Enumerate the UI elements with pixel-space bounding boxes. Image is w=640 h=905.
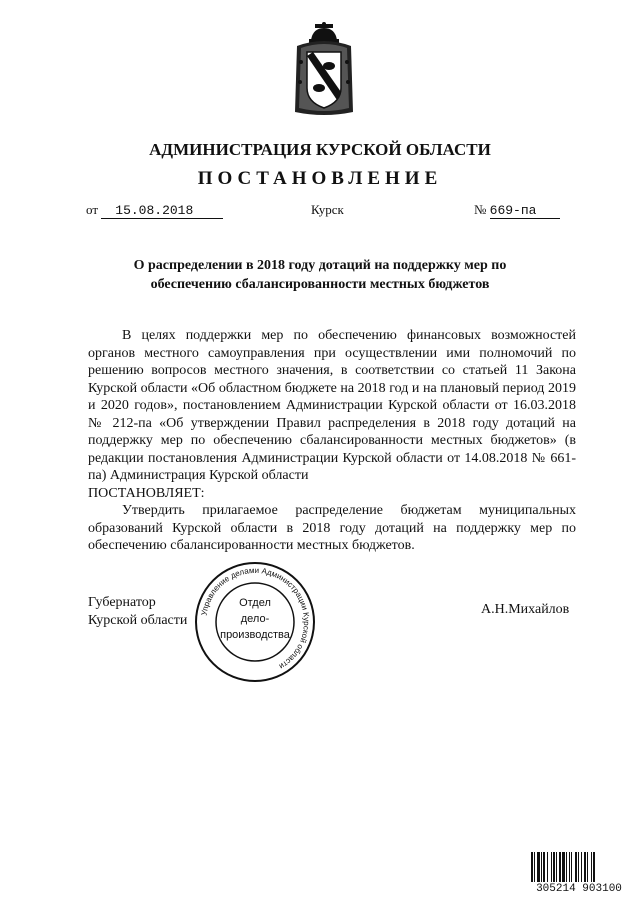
number-value: 669-па [490,203,561,219]
document-type: ПОСТАНОВЛЕНИЕ [197,168,443,189]
document-number [474,202,560,218]
organization-name: АДМИНИСТРАЦИЯ КУРСКОЙ ОБЛАСТИ [149,140,491,159]
svg-text:Отдел: Отдел [239,597,271,609]
barcode-bar [531,852,533,882]
barcode-bar [566,852,567,882]
barcode-number: 305214 903100 [530,882,628,896]
barcode-bar [571,852,572,882]
number-prefix: № [474,202,487,217]
body-paragraph: Утвердить прилагаемое распределение бюджетам муниципальных образований Курской области в 2018 году дотаций на поддержку мер по обеспечению сбалансированности местных бюджетов. [88,503,576,553]
barcode-bar [569,852,570,882]
signatory-title [88,594,187,629]
stamp-seal-icon [193,560,317,684]
coat-of-arms-icon [291,22,357,118]
date-prefix: от [86,202,99,217]
title-line: О распределении в 2018 году дотаций на поддержку мер по [133,258,507,273]
barcode-bar [593,852,595,882]
barcode-bar [553,852,555,882]
barcode-bar [556,852,557,882]
barcode-bar [559,852,561,882]
barcode-bar [551,852,552,882]
barcode-bar [537,852,540,882]
barcode-bar [581,852,582,882]
document-body [88,327,576,555]
barcode-bar [541,852,542,882]
barcode-bar [562,852,565,882]
barcode-bar [587,852,588,882]
signatory-title-line: Губернатор [88,595,156,610]
decree-word: ПОСТАНОВЛЯЕТ: [88,485,205,501]
svg-text:дело-: дело- [240,613,270,625]
date-value: 15.08.2018 [101,203,223,219]
svg-text:Управление делами Администраци: Управление делами Администрации Курской области [199,565,312,672]
document-date [86,202,223,218]
barcode-bar [578,852,579,882]
title-line: обеспечению сбалансированности местных бюджетов [150,277,490,292]
signatory-name: А.Н.Михайлов [481,602,570,617]
barcode-bar [584,852,586,882]
document-title [80,256,560,294]
document-city: Курск [311,202,344,217]
svg-text:производства: производства [220,629,290,641]
barcode-bar [591,852,592,882]
barcode-bar [575,852,577,882]
barcode-bar [543,852,545,882]
barcode-bar [534,852,535,882]
barcode-bar [547,852,548,882]
body-paragraph: В целях поддержки мер по обеспечению финансовых возможностей органов местного самоуправления при осуществлении ими полномочий по решению вопросов местного значения, в соответствии со статьей 11 Закона Курской области «Об областном бюджете на 2018 год и на плановый период 2019 и 2020 годов», постановлением Администрации Курской области от 16.03.2018 № 212-па «Об утверждении Правил распределения в 2018 году дотаций на поддержку мер по обеспечению сбалансированности местных бюджетов» (в редакции постановления Администрации Курской области от 14.08.2018 № 661-па) Администрация Курской области [88,328,576,483]
signatory-title-line: Курской области [88,612,188,628]
